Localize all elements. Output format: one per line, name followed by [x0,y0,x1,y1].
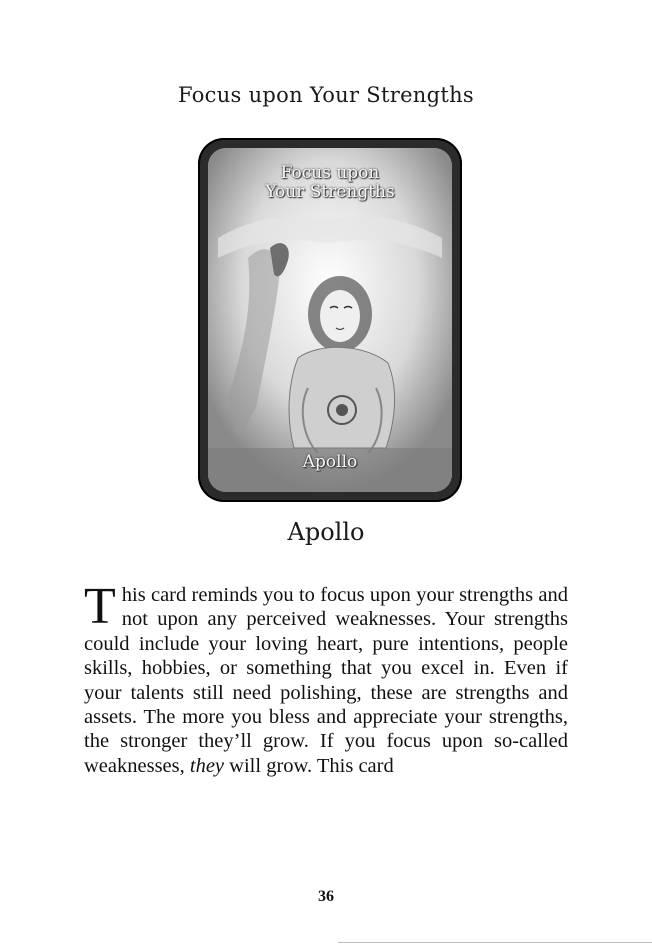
page-number: 36 [318,888,334,905]
body-text-start: his card reminds you to focus upon your strengths and not upon any perceived weaknesses. Your strengths could include your loving heart, pure intentions, people skills, hobbies, or something that you excel in. Even if your talents still need polishing, these are strengths and assets. The more you bless and appreciate your strengths, the stronger they’ll grow. If you focus upon so-called weaknesses, [84,584,568,777]
drop-cap: T [84,578,116,635]
card-subtitle: Apollo [287,518,365,546]
body-paragraph [84,578,568,778]
oracle-card-image [198,138,462,502]
divider [338,942,652,943]
card-illustration [208,148,452,492]
card-name: Apollo [302,452,358,472]
page-title: Focus upon Your Strengths [177,83,475,107]
card-title: Focus upon Your Strengths [265,163,395,202]
body-emphasis: they [189,754,225,777]
body-text-end: will grow. This card [224,754,394,777]
